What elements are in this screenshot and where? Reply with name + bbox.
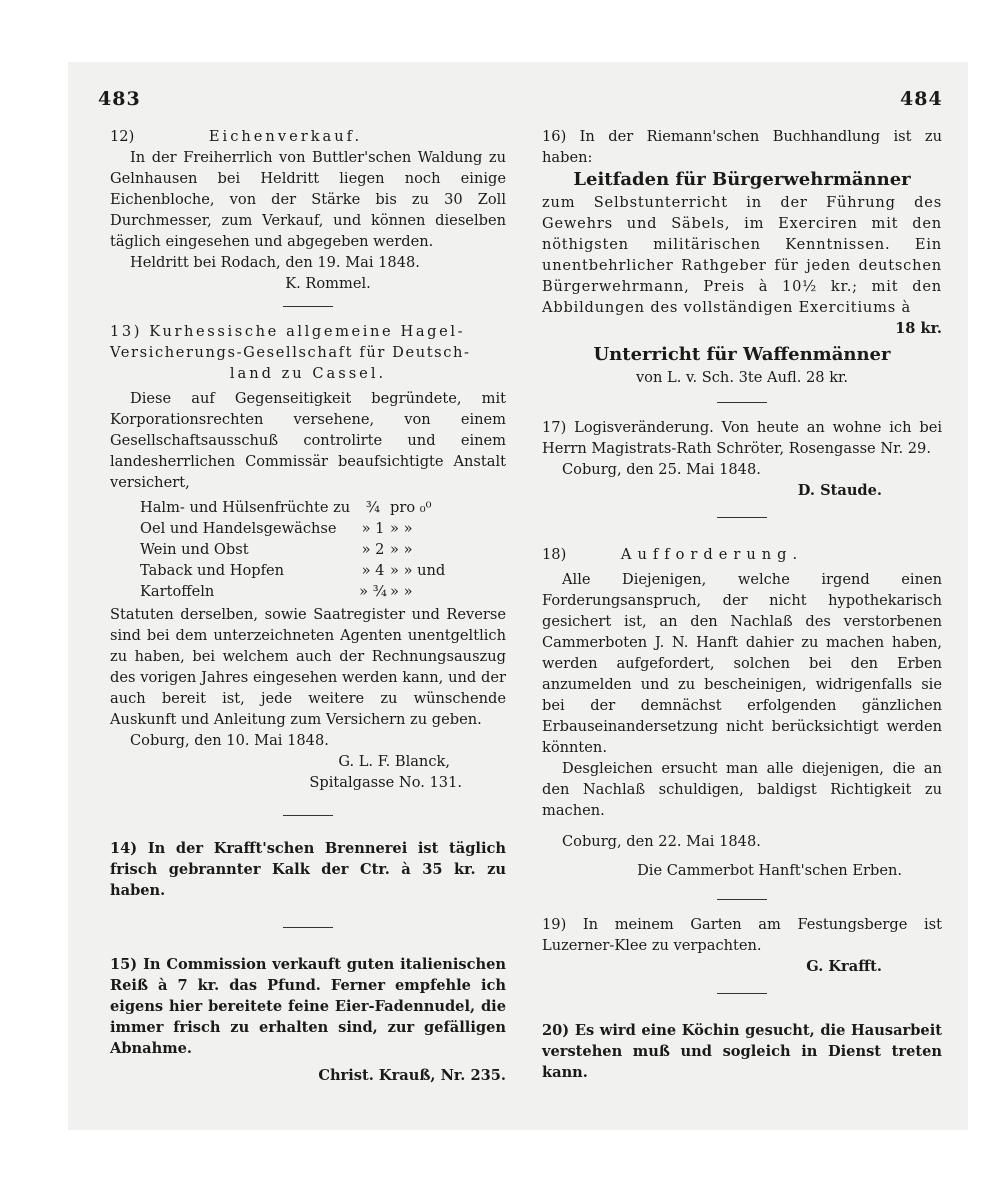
left-column: [110, 126, 506, 1086]
divider: [717, 517, 767, 518]
divider: [717, 402, 767, 403]
rate-table: [140, 497, 506, 602]
rate-unit: » »: [390, 541, 413, 558]
rate-row: [140, 539, 506, 560]
book-title: Leitfaden für Bürgerwehrmänner: [573, 169, 911, 190]
rate-value: » 1: [361, 520, 385, 537]
notice-body: Alle Diejenigen, welche irgend einen Forderungsanspruch, der nicht hypothekarisch gesichert ist, an den Nachlaß des verstorbenen Cammerboten J. N. Hanft dahier zu machen haben, werden aufgefordert, solchen bei den Erben anzumelden und zu bescheinigen, widrigenfalls sie bei der demnächst erfolgenden gänzlichen Erbauseinandersetzung nicht berücksichtigt werden könnten.: [542, 571, 942, 756]
notice-title-line: 13) Kurhessische allgemeine Hagel-: [110, 323, 466, 340]
right-page-number: 484: [900, 88, 943, 110]
notice-body: Statuten derselben, sowie Saatregister und Reverse sind bei dem unterzeichneten Agenten unentgeltlich zu haben, bei welchem auch der Rechnungsauszug des vorigen Jahres eingesehen werden kann, und der auch bereit ist, jede weitere zu wünschende Auskunft und Anleitung zum Versichern zu geben.: [110, 606, 506, 728]
book-description: von L. v. Sch. 3te Aufl. 28 kr.: [635, 369, 849, 386]
notice-body: 15) In Commission verkauft guten italienischen Reiß à 7 kr. das Pfund. Ferner empfehle ich eigens hier bereitete feine Eier-Fadennudel, die immer frisch zu erhalten sind, zur gefälligen Abnahme.: [110, 956, 506, 1057]
rate-value: » 2: [361, 541, 385, 558]
notice-heading: [110, 126, 506, 147]
left-page-number: 483: [98, 88, 141, 110]
rate-value: » 4: [361, 562, 385, 579]
book-title: Unterricht für Waffenmänner: [593, 344, 891, 365]
notice-body: In der Freiherrlich von Buttler'schen Waldung zu Gelnhausen bei Heldritt liegen noch einige Eichenbloche, von der Stärke bis zu 30 Zoll Durchmesser, zum Verkauf, und können dieselben täglich eingesehen und abgegeben werden.: [110, 149, 506, 250]
notice-number: 18): [542, 546, 567, 563]
signature: Die Cammerbot Hanft'schen Erben.: [637, 862, 902, 879]
rate-row: [140, 560, 506, 581]
rate-item: Oel und Handelsgewächse: [140, 520, 337, 537]
rate-item: Taback und Hopfen: [140, 562, 285, 579]
notice-14: [110, 838, 506, 901]
notice-12: [110, 126, 506, 294]
notice-body: 19) In meinem Garten am Festungsberge ist Luzerner-Klee zu verpachten.: [542, 916, 942, 954]
divider: [717, 899, 767, 900]
notice-number: 12): [110, 128, 135, 145]
rate-value: » ¾: [359, 583, 387, 600]
rate-row: [140, 518, 506, 539]
rate-row: [140, 497, 506, 518]
divider: [283, 927, 333, 928]
signature: Christ. Krauß, Nr. 235.: [318, 1067, 506, 1084]
signature: K. Rommel.: [285, 275, 371, 292]
divider: [717, 993, 767, 994]
place-date: Coburg, den 25. Mai 1848.: [562, 461, 761, 478]
divider: [283, 815, 333, 816]
place-date: Coburg, den 10. Mai 1848.: [130, 732, 329, 749]
notice-title: Aufforderung.: [620, 546, 804, 563]
right-column: [542, 126, 942, 1083]
signature-address: Spitalgasse No. 131.: [309, 774, 462, 791]
notice-intro: 16) In der Riemann'schen Buchhandlung ist zu haben:: [542, 128, 942, 166]
signature: D. Staude.: [797, 482, 882, 499]
notice-body: Desgleichen ersucht man alle diejenigen, die an den Nachlaß schuldigen, baldigst Richtigkeit zu machen.: [542, 760, 942, 819]
divider: [283, 306, 333, 307]
notice-18: [542, 544, 942, 881]
notice-heading: [542, 544, 942, 565]
rate-item: Halm- und Hülsenfrüchte zu: [140, 499, 351, 516]
rate-unit: » » und: [390, 562, 446, 579]
signature: G. L. F. Blanck,: [338, 753, 450, 770]
notice-20: [542, 1020, 942, 1083]
rate-row: [140, 581, 506, 602]
notice-title: Eichenverkauf.: [208, 128, 363, 145]
notice-13: [110, 321, 506, 793]
rate-item: Kartoffeln: [140, 583, 215, 600]
notice-body: 20) Es wird eine Köchin gesucht, die Hausarbeit verstehen muß und sogleich in Dienst treten kann.: [542, 1022, 942, 1081]
notice-title-line: land zu Cassel.: [229, 365, 387, 382]
rate-unit: » »: [390, 583, 413, 600]
notice-intro: Diese auf Gegenseitigkeit begründete, mit Korporationsrechten versehene, von einem Gesellschaftsausschuß controlirte und einem landesherrlichen Commissär beaufsichtigte Anstalt versichert,: [110, 390, 506, 491]
book-description: zum Selbstunterricht in der Führung des Gewehrs und Säbels, im Exerciren mit den nöthigsten militärischen Kenntnissen. Ein unentbehrlicher Rathgeber für jeden deutschen Bürgerwehrmann, Preis à 10½ kr.; mit den Abbildungen des vollständigen Exercitiums à: [542, 194, 942, 316]
book-price: 18 kr.: [895, 320, 942, 337]
place-date: Coburg, den 22. Mai 1848.: [562, 833, 761, 850]
rate-unit: » »: [390, 520, 413, 537]
place-date: Heldritt bei Rodach, den 19. Mai 1848.: [130, 254, 420, 271]
rate-unit: pro ₀⁰: [390, 499, 432, 516]
notice-body: 17) Logisveränderung. Von heute an wohne ich bei Herrn Magistrats-Rath Schröter, Rosengasse Nr. 29.: [542, 419, 942, 457]
notice-16: [542, 126, 942, 388]
rate-value: ¾: [365, 499, 381, 516]
notice-15: [110, 954, 506, 1086]
notice-17: [542, 417, 942, 501]
notice-body: 14) In der Krafft'schen Brennerei ist täglich frisch gebrannter Kalk der Ctr. à 35 kr. zu haben.: [110, 840, 506, 899]
notice-title-line: Versicherungs-Gesellschaft für Deutsch-: [110, 344, 471, 361]
signature: G. Krafft.: [806, 958, 882, 975]
rate-item: Wein und Obst: [140, 541, 249, 558]
notice-19: [542, 914, 942, 977]
